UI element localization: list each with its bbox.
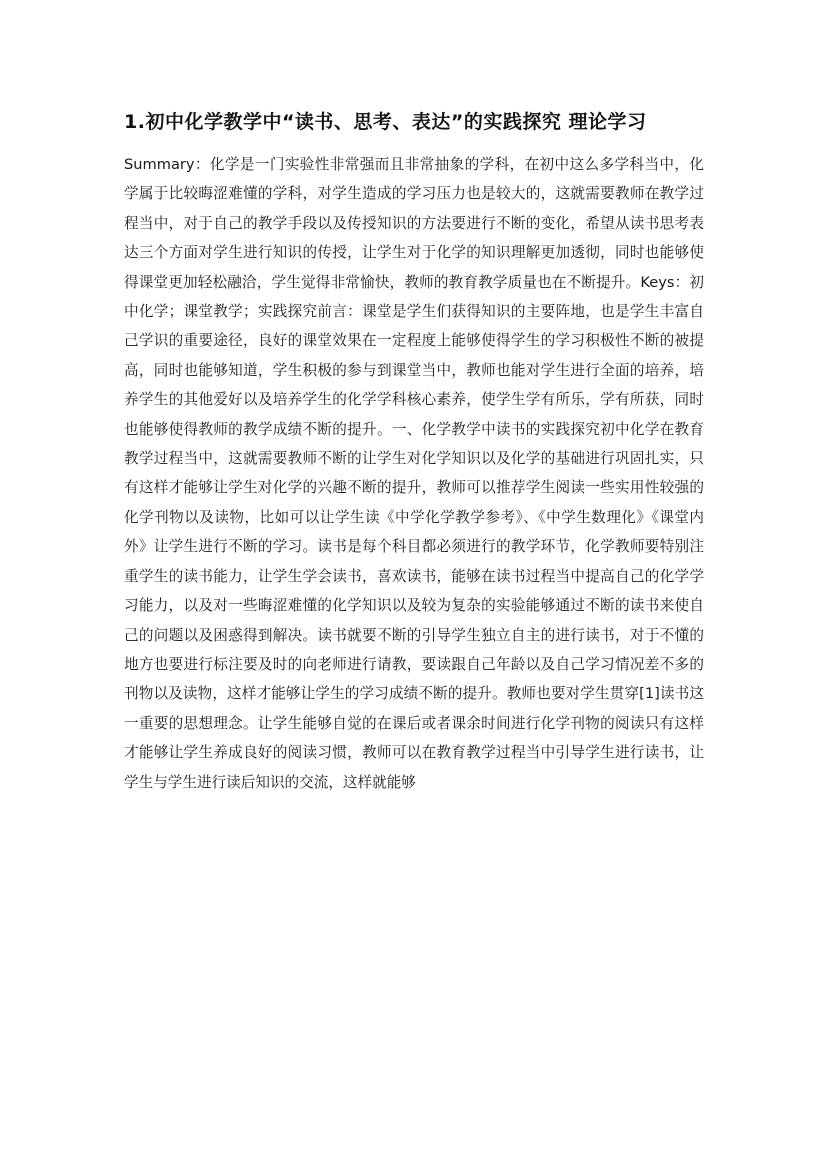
document-title: 1.初中化学教学中“读书、思考、表达”的实践探究 理论学习: [124, 111, 647, 133]
document-body-paragraph: Summary：化学是一门实验性非常强而且非常抽象的学科，在初中这么多学科当中，化学属于比较晦涩难懂的学科，对学生造成的学习压力也是较大的，这就需要教师在教学过程当中，对于自己的教学手段以及传授知识的方法要进行不断的变化，希望从读书思考表达三个方面对学生进行知识的传授，让学生对于化学的知识理解更加透彻，同时也能够使得课堂更加轻松融洽，学生觉得非常愉快，教师的教育教学质量也在不断提升。Keys：初中化学；课堂教学；实践探究前言：课堂是学生们获得知识的主要阵地，也是学生丰富自己学识的重要途径，良好的课堂效果在一定程度上能够使得学生的学习积极性不断的被提高，同时也能够知道，学生积极的参与到课堂当中，教师也能对学生进行全面的培养，培养学生的其他爱好以及培养学生的化学学科核心素养，使学生学有所乐，学有所获，同时也能够使得教师的教学成绩不断的提升。一、化学教学中读书的实践探究初中化学在教育教学过程当中，这就需要教师不断的让学生对化学知识以及化学的基础进行巩固扎实，只有这样才能够让学生对化学的兴趣不断的提升，教师可以推荐学生阅读一些实用性较强的化学刊物以及读物，比如可以让学生读《中学化学教学参考》、《中学生数理化》《课堂内外》让学生进行不断的学习。读书是每个科目都必须进行的教学环节，化学教师要特别注重学生的读书能力，让学生学会读书，喜欢读书，能够在读书过程当中提高自己的化学学习能力，以及对一些晦涩难懂的化学知识以及较为复杂的实验能够通过不断的读书来使自己的问题以及困惑得到解决。读书就要不断的引导学生独立自主的进行读书，对于不懂的地方也要进行标注要及时的向老师进行请教，要读跟自己年龄以及自己学习情况差不多的刊物以及读物，这样才能够让学生的学习成绩不断的提升。教师也要对学生贯穿[1]读书这一重要的思想理念。让学生能够自觉的在课后或者课余时间进行化学刊物的阅读只有这样才能够让学生养成良好的阅读习惯，教师可以在教育教学过程当中引导学生进行读书，让学生与学生进行读后知识的交流，这样就能够: [124, 156, 704, 791]
